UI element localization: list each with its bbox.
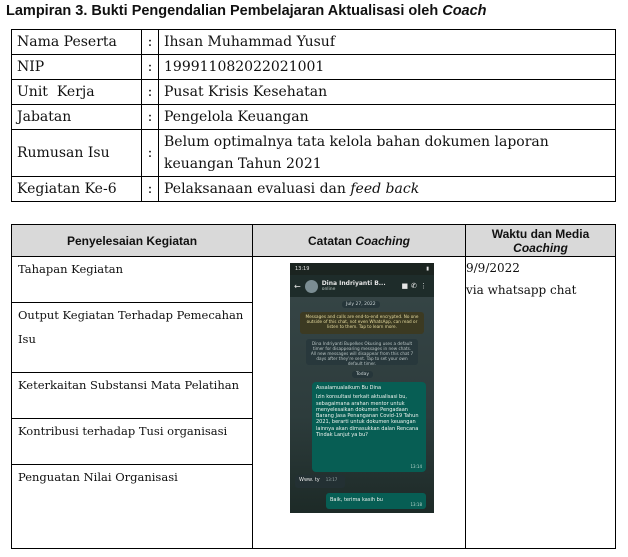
reply-time: 13:18 (410, 502, 422, 507)
more-icon: ⋮ (420, 282, 430, 290)
reply-text: Baik, terima kasih bu (330, 497, 383, 503)
info-value-text: Pelaksanaan evaluasi dan (164, 181, 351, 197)
call-icons (402, 282, 431, 290)
info-label: NIP (12, 55, 142, 80)
outgoing-message (312, 382, 426, 472)
info-colon: : (142, 30, 159, 55)
info-colon: : (142, 177, 159, 202)
stage-item: Kontribusi terhadap Tusi organisasi (12, 419, 252, 465)
stage-item: Keterkaitan Substansi Mata Pelatihan (12, 373, 252, 419)
info-value-italic: feed back (350, 181, 420, 197)
info-row (12, 105, 616, 130)
date-chip: July 27, 2022 (342, 301, 380, 308)
contact-name: Dina Indriyanti B... (321, 280, 386, 287)
title-text: Lampiran 3. Bukti Pengendalian Pembelajaran Aktualisasi oleh (6, 3, 443, 19)
message-time: 13:14 (410, 463, 422, 469)
header-waktu-text: Waktu dan Media (491, 226, 590, 241)
stage-item: Penguatan Nilai Organisasi (18, 470, 178, 484)
info-colon: : (142, 80, 159, 105)
info-value: 199911082022021001 (159, 55, 616, 80)
header-waktu-italic: Coaching (513, 240, 568, 255)
header-catatan (253, 225, 466, 257)
message-greeting: Assalamualaikum Bu Dina (316, 385, 382, 391)
voice-call-icon: ✆ (411, 282, 420, 290)
avatar (305, 280, 318, 293)
incoming-time: 13:17 (325, 477, 338, 482)
phone-status-bar (290, 263, 434, 275)
whatsapp-screenshot (290, 263, 434, 513)
info-value: Ihsan Muhammad Yusuf (159, 30, 616, 55)
encryption-notice: Messages and calls are end-to-end encrypted. No one outside of this chat, not even WhatsApp, can read or listen to them. Tap to learn more. (300, 312, 424, 334)
today-chip: Today (352, 371, 373, 378)
info-value: Belum optimalnya tata kelola bahan dokumen laporan keuangan Tahun 2021 (159, 130, 616, 177)
info-label: Unit Kerja (12, 80, 142, 105)
header-catatan-text: Catatan (307, 233, 356, 248)
info-value: Pengelola Keuangan (159, 105, 616, 130)
info-row (12, 80, 616, 105)
info-row (12, 55, 616, 80)
info-label: Rumusan Isu (12, 130, 142, 177)
incoming-text: Www. ty (299, 477, 320, 483)
title-italic: Coach (442, 3, 487, 19)
page-title (6, 3, 487, 19)
outgoing-reply (326, 493, 426, 509)
info-colon: : (142, 55, 159, 80)
info-label: Jabatan (12, 105, 142, 130)
chat-header (290, 275, 434, 297)
info-row (12, 130, 616, 177)
participant-info-table (11, 29, 616, 202)
status-time: 13:19 (295, 266, 310, 272)
incoming-message (295, 475, 345, 488)
message-body: Izin konsultasi terkait aktualisasi bu, sebagaimana arahan mentor untuk menyelesaikan dokumen Pengadaan Barang Jasa Penanganan Covid-19 Tahun 2021, berarti untuk dokumen keuangan lainnya akan dimasukkan dalan Rencana Tindak Lanjut ya bu? (316, 394, 419, 439)
contact-info (322, 280, 386, 292)
video-call-icon: ■ (401, 282, 412, 290)
disappearing-messages-notice: Dina Indriyanti Bupelkes Okusing uses a default timer for disappearing messages in new chats. All new messages will disappear from this chat 7 days after they're sent. Tap to set your own default timer. (306, 339, 418, 365)
battery-icon: ▮ (426, 266, 429, 272)
activity-header-row (12, 225, 616, 257)
info-value: Pusat Krisis Kesehatan (159, 80, 616, 105)
time-media-cell (466, 257, 616, 549)
contact-status: online (321, 287, 336, 292)
header-waktu (466, 225, 616, 257)
stages-cell (12, 257, 253, 549)
header-catatan-italic: Coaching (355, 233, 410, 248)
info-colon: : (142, 105, 159, 130)
info-value (159, 177, 616, 202)
info-row (12, 30, 616, 55)
info-label: Nama Peserta (12, 30, 142, 55)
back-arrow-icon: ← (294, 281, 301, 291)
chat-body (290, 297, 434, 513)
info-colon: : (142, 130, 159, 177)
info-row (12, 177, 616, 202)
coaching-date: 9/9/2022 (466, 261, 520, 275)
header-penyelesaian: Penyelesaian Kegiatan (12, 225, 253, 257)
coaching-media: via whatsapp chat (466, 283, 577, 297)
info-label: Kegiatan Ke-6 (12, 177, 142, 202)
stage-item: Tahapan Kegiatan (12, 257, 252, 303)
stage-item: Output Kegiatan Terhadap Pemecahan Isu (12, 303, 252, 373)
